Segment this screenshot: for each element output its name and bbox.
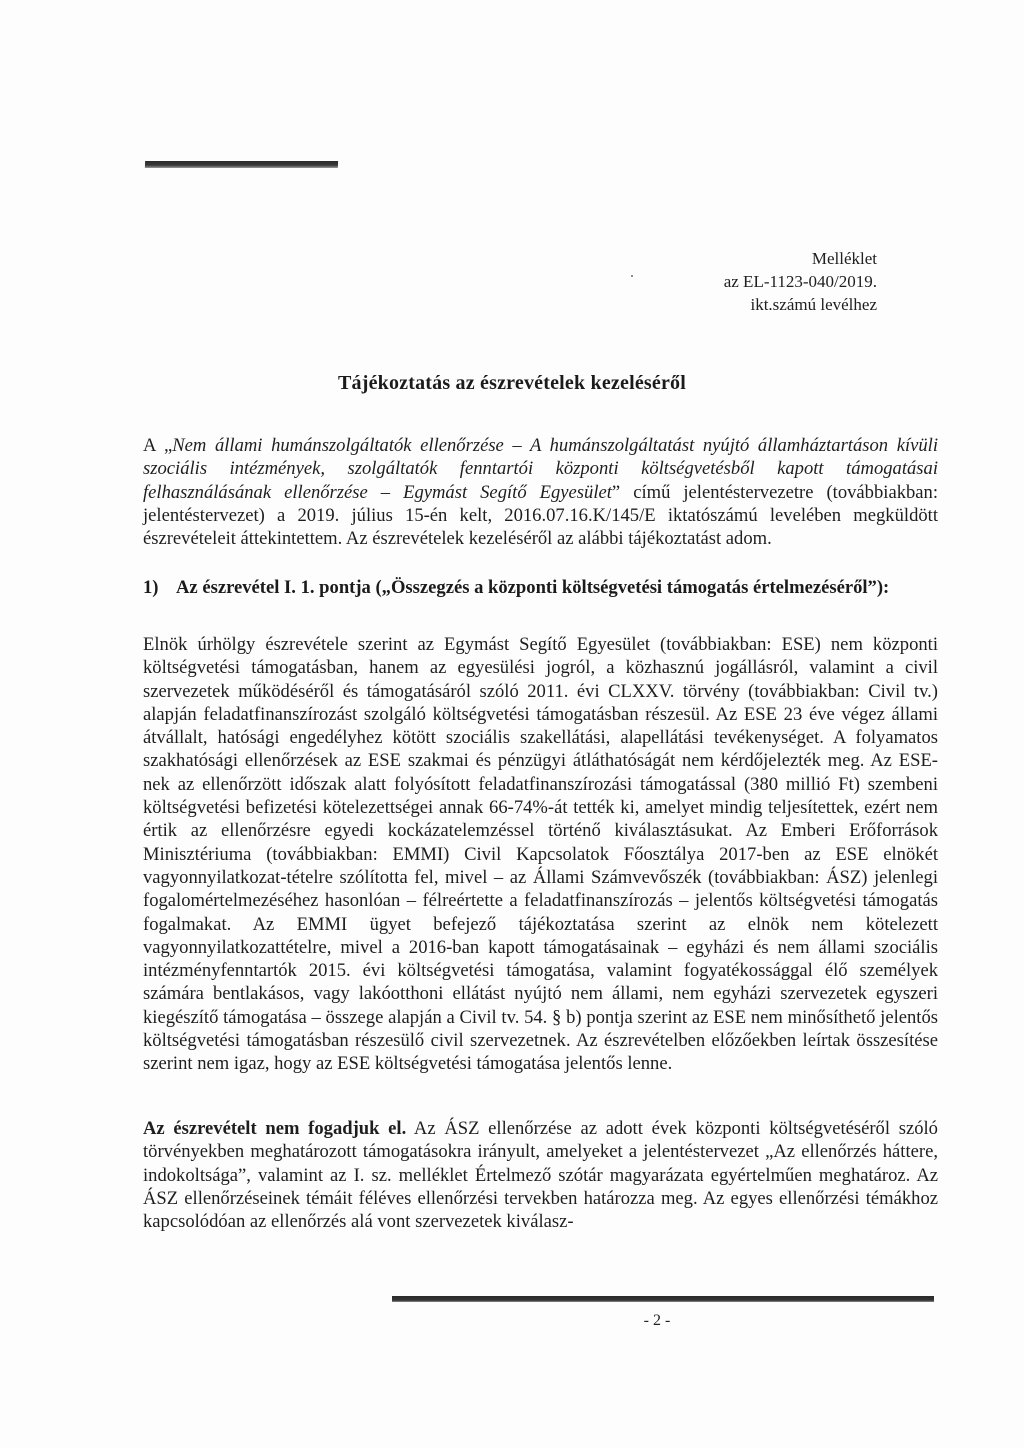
intro-paragraph [143, 434, 938, 550]
section-1-paragraph: Elnök úrhölgy észrevétele szerint az Egymást Segítő Egyesület (továbbiakban: ESE) nem központi költségvetési támogatásban, hanem az egyesülési jogról, a közhasznú jogállásról, valamint a civil szervezetek működéséről és támogatásáról szóló 2011. évi CLXXV. törvény (továbbiakban: Civil tv.) alapján feladatfinanszírozást szolgáló költségvetési támogatásban részesül. Az ESE 23 éve végez állami átvállalt, hatósági engedélyhez kötött szociális szakellátási, alapellátási tevékenységet. A folyamatos szakhatósági ellenőrzések az ESE szakmai és pénzügyi átláthatóságát nem kérdőjelezték meg. Az ESE-nek az ellenőrzött időszak alatt folyósított feladatfinanszírozási támogatással (380 millió Ft) szembeni költségvetési befizetési kötelezettségei annak 66-74%-át tették ki, amelyet mindig teljesítettek, ezért nem értik az ellenőrzésre egyedi kockázatelemzéssel történő kiválasztásukat. Az Emberi Erőforrások Minisztériuma (továbbiakban: EMMI) Civil Kapcsolatok Főosztálya 2017-ben az ESE elnökét vagyonnyilatkozat-tételre szólította fel, mivel – az Állami Számvevőszék (továbbiakban: ÁSZ) jelenlegi fogalomértelmezéséhez hasonlóan – félreértette a feladatfinanszírozás – jelentős költségvetési támogatás fogalmakat. Az EMMI ügyet befejező tájékoztatása szerint az elnök nem kötelezett vagyonnyilatkozattételre, mivel a 2016-ban kapott támogatásainak – egyházi és nem állami szociális intézményfenntartók 2015. évi költségvetési támogatása, valamint fogyatékossággal élő személyek számára bentlakásos, vagy lakóotthoni ellátást nyújtó nem állami, nem egyházi szervezetek egyszeri kiegészítő támogatása – összege alapján a Civil tv. 54. § b) pontja szerint az ESE nem minősíthető jelentős költségvetési támogatásban részesülő civil szervezetnek. Az észrevételben előzőekben leírtak összesítése szerint nem igaz, hogy az ESE költségvetési támogatása jelentős lenne. [143, 634, 938, 1075]
section-1-heading [143, 576, 938, 599]
intro-suffix: ” című jelentéstervezetre (továbbiakban: jelentéstervezet) a 2019. július 15-én kelt, 2016.07.16.K/145/E iktatószámú levelében megküldött észrevételeit áttekintettem. Az észrevételek kezeléséről az alábbi tájékoztatást adom. [143, 481, 939, 550]
section-2-paragraph [143, 1117, 938, 1233]
decision-lead: Az észrevételt nem fogadjuk el. [143, 1118, 407, 1139]
header-rule [145, 161, 338, 168]
section-1-number: 1) [143, 577, 159, 598]
document-title: Tájékoztatás az észrevételek kezeléséről [337, 372, 687, 394]
report-title-italic: Nem állami humánszolgáltatók ellenőrzése – A humánszolgáltatást nyújtó államháztartáson kívüli szociális intézmények, szolgáltatók fenntartói központi költségvetésből kapott támogatásai felhasználásának ellenőrzése – Egymást Segítő Egyesület [143, 435, 938, 503]
reference-number: az EL-1123-040/2019. [723, 272, 877, 291]
intro-prefix: A „ [143, 435, 173, 456]
reference-suffix: ikt.számú levélhez [750, 295, 877, 314]
section-1-title: Az észrevétel I. 1. pontja („Összegzés a központi költségvetési támogatás értelmezéséről”): [176, 577, 890, 598]
scan-speck [631, 275, 633, 277]
page-number: - 2 - [643, 1312, 671, 1329]
decision-text: Az ÁSZ ellenőrzése az adott évek központi költségvetéséről szóló törvényekben meghatározott támogatásokra irányult, amelyeket a jelentéstervezet „Az ellenőrzés háttere, indokoltsága”, valamint az I. sz. melléklet Értelmező szótár magyarázata egyértelműen meghatároz. Az ÁSZ ellenőrzéseinek témáit féléves ellenőrzési tervekben határozza meg. Az egyes ellenőrzési témákhoz kapcsolódóan az ellenőrzés alá vont szervezetek kiválasz- [143, 1118, 938, 1233]
footer-rule [392, 1296, 934, 1302]
attachment-label: Melléklet [811, 249, 877, 268]
attachment-reference [724, 247, 877, 316]
